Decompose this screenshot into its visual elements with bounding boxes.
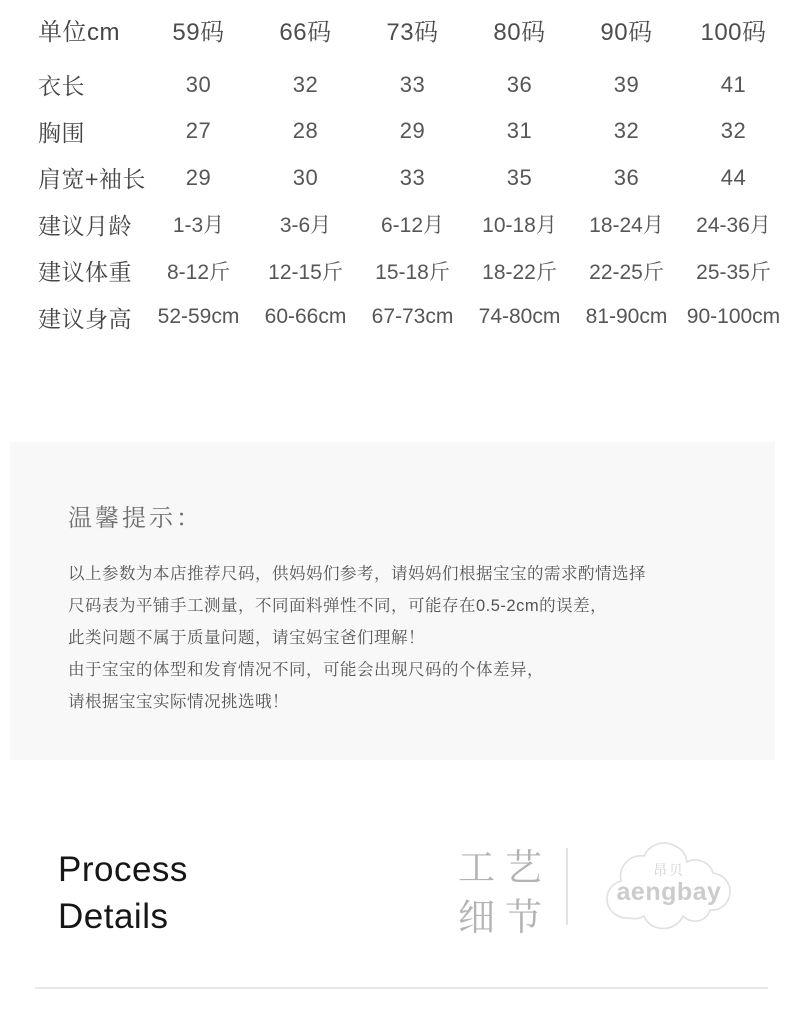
- size-column-header: 59码: [172, 19, 225, 47]
- table-cell: 28: [292, 118, 319, 144]
- table-cell: 18-24月: [589, 214, 664, 238]
- size-column-header: 73码: [386, 19, 439, 47]
- tips-line: 由于宝宝的体型和发育情况不同，可能会出现尺码的个体差异，: [68, 661, 544, 679]
- tips-line: 以上参数为本店推荐尺码，供妈妈们参考，请妈妈们根据宝宝的需求酌情选择: [68, 565, 646, 583]
- table-cell: 32: [720, 118, 747, 144]
- table-cell: 44: [720, 164, 747, 190]
- table-cell: 41: [720, 71, 747, 97]
- table-cell: 6-12月: [380, 214, 445, 238]
- table-cell: 18-22斤: [482, 260, 557, 284]
- tips-line: 请根据宝宝实际情况挑选哦！: [68, 693, 289, 711]
- vertical-divider: [566, 848, 568, 925]
- row-label-suggested-weight: 建议体重: [38, 259, 132, 286]
- table-cell: 24-36月: [696, 214, 771, 238]
- table-cell: 36: [506, 71, 533, 97]
- table-cell: 10-18月: [482, 214, 557, 238]
- process-details-title-cn: [458, 843, 552, 943]
- size-column-header: 90码: [600, 19, 653, 47]
- size-chart-table: [0, 15, 787, 341]
- table-cell: 25-35斤: [696, 260, 771, 284]
- row-label-suggested-height: 建议身高: [38, 305, 132, 332]
- table-cell: 35: [506, 164, 533, 190]
- process-cn-line1: 工艺: [458, 847, 552, 888]
- process-cn-line2: 细节: [458, 897, 552, 938]
- table-cell: 33: [399, 164, 426, 190]
- table-cell: 32: [613, 118, 640, 144]
- table-cell: 22-25斤: [589, 260, 664, 284]
- tips-line: 尺码表为平铺手工测量，不同面料弹性不同，可能存在0.5-2cm的误差，: [68, 597, 608, 615]
- table-cell: 39: [613, 71, 640, 97]
- table-cell: 8-12斤: [166, 260, 231, 284]
- table-cell: 29: [399, 118, 426, 144]
- row-label-chest: 胸围: [38, 119, 85, 146]
- brand-cn-text: 昂贝: [653, 862, 685, 878]
- row-label-shoulder-sleeve: 肩宽+袖长: [38, 166, 146, 193]
- table-cell: 36: [613, 164, 640, 190]
- table-cell: 33: [399, 71, 426, 97]
- table-cell: 67-73cm: [371, 305, 454, 329]
- tips-line: 此类问题不属于质量问题，请宝妈宝爸们理解！: [68, 629, 425, 647]
- table-cell: 3-6月: [279, 214, 332, 238]
- size-column-header: 100码: [700, 19, 767, 47]
- row-label-suggested-age: 建议月龄: [38, 212, 132, 239]
- table-cell: 81-90cm: [585, 305, 668, 329]
- table-cell: 27: [185, 118, 212, 144]
- table-cell: 30: [292, 164, 319, 190]
- size-column-header: 66码: [279, 19, 332, 47]
- table-cell: 30: [185, 71, 212, 97]
- table-cell: 29: [185, 164, 212, 190]
- process-details-title-en: [58, 846, 188, 940]
- size-column-header: 80码: [493, 19, 546, 47]
- table-cell: 1-3月: [172, 214, 225, 238]
- table-cell: 74-80cm: [478, 305, 561, 329]
- table-cell: 15-18斤: [375, 260, 450, 284]
- tips-body: [68, 558, 745, 718]
- warm-tips-panel: [10, 442, 775, 760]
- size-table-unit-label: 单位cm: [38, 19, 120, 47]
- table-cell: 52-59cm: [157, 305, 240, 329]
- table-cell: 60-66cm: [264, 305, 347, 329]
- aengbay-cloud-logo: [598, 838, 743, 938]
- process-title-line1: Process: [58, 850, 188, 889]
- process-title-line2: Details: [58, 897, 169, 936]
- bottom-separator-line: [35, 987, 768, 989]
- table-cell: 31: [506, 118, 533, 144]
- table-cell: 90-100cm: [686, 305, 781, 329]
- table-cell: 12-15斤: [268, 260, 343, 284]
- table-cell: 32: [292, 71, 319, 97]
- brand-en-text: aengbay: [616, 878, 722, 906]
- tips-title: 温馨提示：: [68, 505, 203, 532]
- row-label-garment-length: 衣长: [38, 73, 85, 100]
